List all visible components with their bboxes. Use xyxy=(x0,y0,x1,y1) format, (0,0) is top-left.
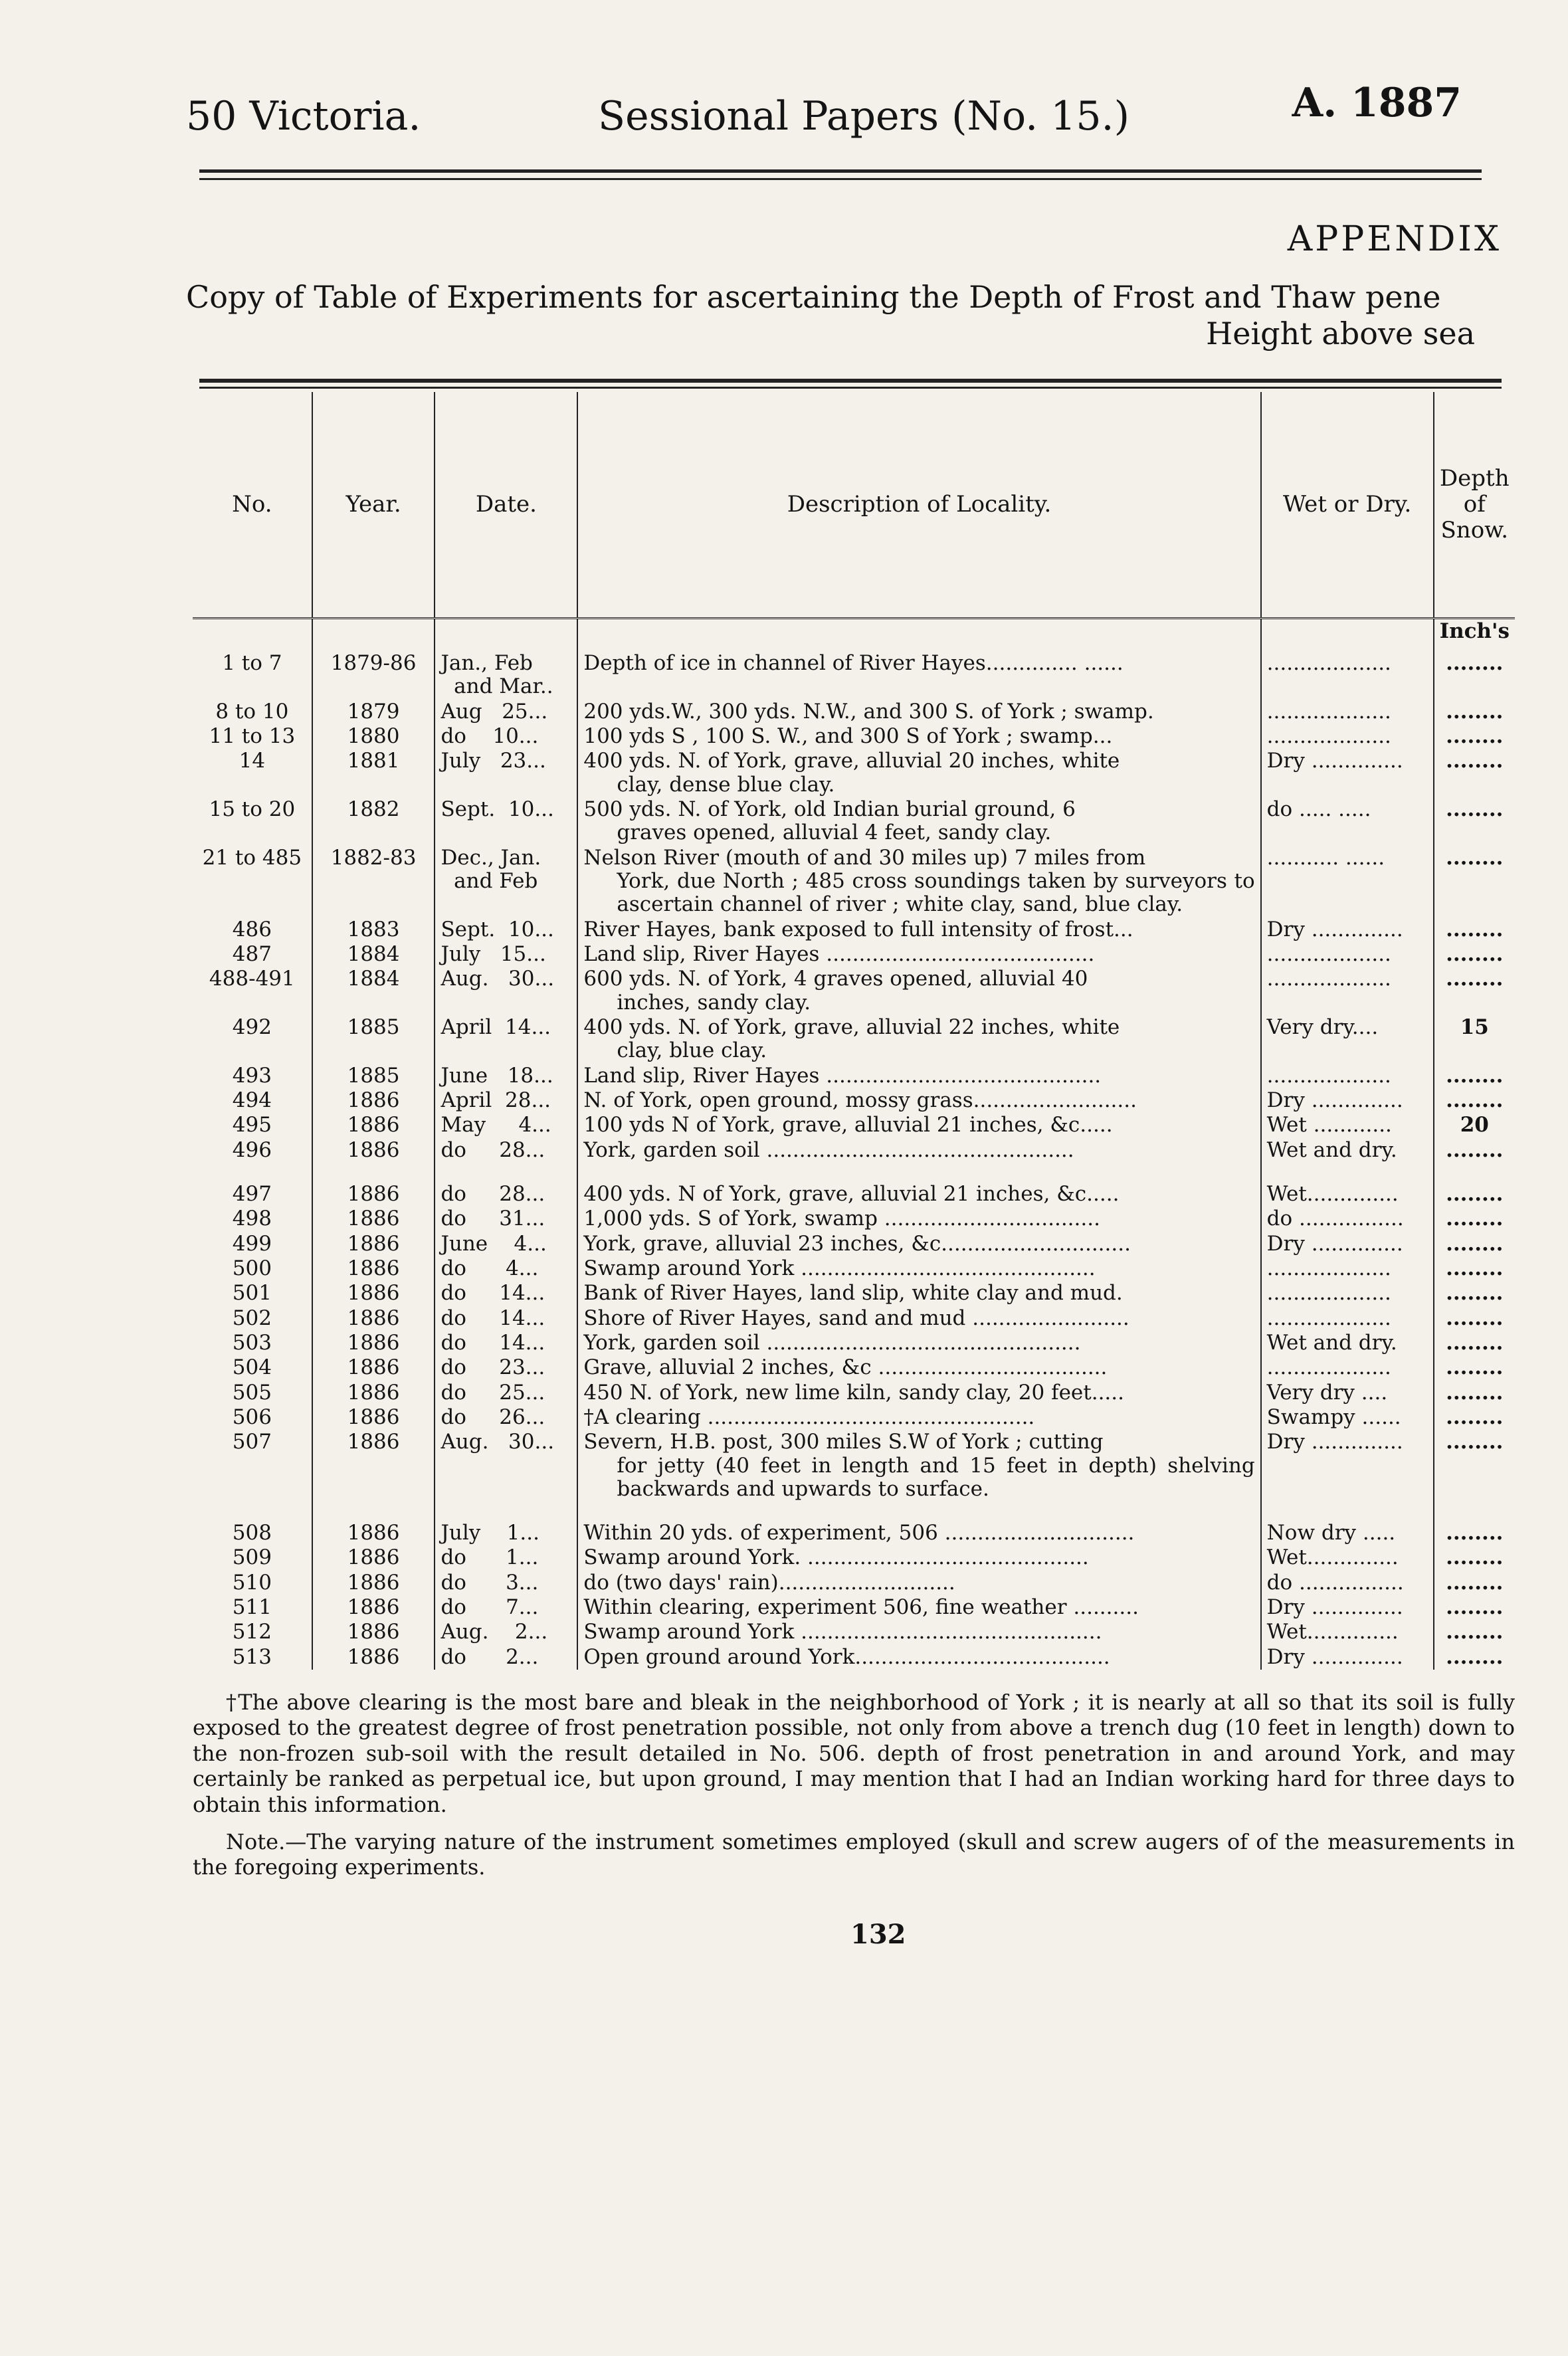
row-year: 1886 xyxy=(312,1571,435,1595)
units-cell xyxy=(435,618,577,651)
row-description xyxy=(577,1620,1260,1644)
row-number: 502 xyxy=(232,1306,272,1330)
row-depth-of-snow: ........ xyxy=(1434,846,1515,918)
row-description-continuation: clay, blue clay. xyxy=(617,1038,767,1063)
row-year: 1886 xyxy=(312,1232,435,1256)
row-wet-or-dry: Wet.............. xyxy=(1261,1620,1434,1644)
row-number: 14 xyxy=(239,749,266,773)
row-description xyxy=(577,651,1260,700)
row-date: Aug. 2... xyxy=(435,1620,577,1644)
row-description xyxy=(577,1088,1260,1113)
row-date: do 14... xyxy=(435,1306,577,1331)
row-number: 508 xyxy=(232,1521,272,1545)
row-depth-of-snow: ........ xyxy=(1434,1595,1515,1620)
row-number: 503 xyxy=(232,1330,272,1355)
row-description-text: Swamp around York .............................................. xyxy=(583,1620,1102,1644)
row-description-text: 450 N. of York, new lime kiln, sandy clay, 20 feet..... xyxy=(583,1380,1124,1405)
row-number: 497 xyxy=(232,1181,272,1206)
table-row xyxy=(193,1405,1515,1430)
row-date: Aug 25... xyxy=(435,700,577,724)
row-date: do 14... xyxy=(435,1331,577,1355)
row-wet-or-dry: ................... xyxy=(1261,700,1434,724)
table-row xyxy=(193,1545,1515,1570)
row-wet-or-dry: ................... xyxy=(1261,724,1434,749)
row-description-text: 100 yds N of York, grave, alluvial 21 inches, &c..... xyxy=(583,1113,1113,1137)
row-number: 500 xyxy=(232,1256,272,1280)
row-year: 1884 xyxy=(312,967,435,1015)
table-row xyxy=(193,1645,1515,1670)
row-depth-of-snow: 15 xyxy=(1434,1015,1515,1064)
table-row xyxy=(193,797,1515,846)
row-description-text: †A clearing .................................................. xyxy=(583,1405,1035,1429)
row-description-text: do (two days' rain)........................... xyxy=(583,1570,955,1595)
column-header-date: Date. xyxy=(435,392,577,618)
row-year: 1886 xyxy=(312,1620,435,1644)
row-wet-or-dry: Dry .............. xyxy=(1261,749,1434,797)
table-row xyxy=(193,1331,1515,1355)
row-number: 504 xyxy=(232,1355,272,1380)
row-description-text: Depth of ice in channel of River Hayes.............. ...... xyxy=(583,651,1124,675)
row-number: 509 xyxy=(232,1545,272,1570)
units-cell xyxy=(193,618,312,651)
table-header-row xyxy=(193,392,1515,618)
row-depth-of-snow: ........ xyxy=(1434,1502,1515,1545)
row-year: 1886 xyxy=(312,1545,435,1570)
row-year: 1886 xyxy=(312,1088,435,1113)
row-date: do 7... xyxy=(435,1595,577,1620)
table-row xyxy=(193,1207,1515,1231)
row-description-text: Open ground around York....................................... xyxy=(583,1644,1110,1669)
footnotes xyxy=(193,1690,1515,1892)
row-date: do 14... xyxy=(435,1281,577,1306)
table-row xyxy=(193,1502,1515,1545)
row-depth-of-snow: ........ xyxy=(1434,1088,1515,1113)
row-description xyxy=(577,1645,1260,1670)
column-header-description: Description of Locality. xyxy=(577,392,1260,618)
row-number: 494 xyxy=(232,1088,272,1112)
row-wet-or-dry: Dry .............. xyxy=(1261,1232,1434,1256)
row-date: May 4... xyxy=(435,1113,577,1137)
row-wet-or-dry: Wet.............. xyxy=(1261,1163,1434,1207)
row-year: 1886 xyxy=(312,1138,435,1163)
row-depth-of-snow: ........ xyxy=(1434,1207,1515,1231)
row-description xyxy=(577,1405,1260,1430)
row-number: 15 to 20 xyxy=(209,797,296,821)
row-number: 510 xyxy=(232,1570,272,1595)
row-wet-or-dry: ................... xyxy=(1261,1256,1434,1281)
title-rule xyxy=(199,379,1502,383)
row-description-text: Land slip, River Hayes .......................................... xyxy=(583,1063,1102,1088)
row-number: 512 xyxy=(232,1620,272,1644)
row-year: 1886 xyxy=(312,1502,435,1545)
row-number: 498 xyxy=(232,1207,272,1231)
row-description-text: N. of York, open ground, mossy grass......................... xyxy=(583,1088,1137,1112)
table-row xyxy=(193,1015,1515,1064)
table-row xyxy=(193,700,1515,724)
row-depth-of-snow: ........ xyxy=(1434,1064,1515,1088)
table-row xyxy=(193,1256,1515,1281)
row-number: 496 xyxy=(232,1137,272,1162)
table-row xyxy=(193,1306,1515,1331)
row-description xyxy=(577,1207,1260,1231)
row-number: 486 xyxy=(232,917,272,941)
row-description xyxy=(577,1545,1260,1570)
row-description-continuation: inches, sandy clay. xyxy=(617,990,811,1015)
row-date: do 10... xyxy=(435,724,577,749)
row-date: do 28... xyxy=(435,1163,577,1207)
row-wet-or-dry: Very dry.... xyxy=(1261,1015,1434,1064)
row-depth-of-snow: ........ xyxy=(1434,1281,1515,1306)
row-year: 1886 xyxy=(312,1163,435,1207)
row-date: do 2... xyxy=(435,1645,577,1670)
row-number: 501 xyxy=(232,1281,272,1306)
row-description-text: 500 yds. N. of York, old Indian burial ground, 6 xyxy=(583,797,1076,821)
table-row xyxy=(193,651,1515,700)
row-wet-or-dry: Dry .............. xyxy=(1261,1088,1434,1113)
footnote-note: Note.—The varying nature of the instrument sometimes employed (skull and screw augers of of the measurements in the foregoing experiments. xyxy=(193,1828,1515,1880)
row-depth-of-snow: ........ xyxy=(1434,918,1515,942)
row-year: 1886 xyxy=(312,1645,435,1670)
units-cell xyxy=(312,618,435,651)
row-description-continuation: graves opened, alluvial 4 feet, sandy clay. xyxy=(617,821,1052,845)
table-row xyxy=(193,1355,1515,1380)
row-description xyxy=(577,700,1260,724)
row-date: July 15... xyxy=(435,942,577,967)
row-wet-or-dry: ................... xyxy=(1261,1281,1434,1306)
table-row xyxy=(193,1088,1515,1113)
row-description-text: Land slip, River Hayes ......................................... xyxy=(583,941,1095,966)
row-description-text: 100 yds S , 100 S. W., and 300 S of York ; swamp... xyxy=(583,724,1113,748)
footnote-clearing: †The above clearing is the most bare and bleak in the neighborhood of York ; it is nearly at all so that its soil is fully exposed to the greatest degree of frost penetration possible, not only from above a trench dug (10 feet in length) down to the non-frozen sub-soil with the result detailed in No. 506. depth of frost penetration in and around York, and may certainly be ranked as perpetual ice, but upon ground, I may mention that I had an Indian working hard for three days to obtain this information. xyxy=(193,1690,1515,1817)
header-session: 50 Victoria. xyxy=(186,93,421,140)
row-depth-of-snow: ........ xyxy=(1434,1381,1515,1405)
row-year: 1879-86 xyxy=(312,651,435,700)
table-row xyxy=(193,1232,1515,1256)
row-description xyxy=(577,1595,1260,1620)
row-depth-of-snow: ........ xyxy=(1434,724,1515,749)
column-header-depth-of-snow: Depth of Snow. xyxy=(1434,392,1515,618)
experiments-table xyxy=(193,392,1515,1670)
row-number: 1 to 7 xyxy=(222,651,282,675)
table-row xyxy=(193,918,1515,942)
row-depth-of-snow: ........ xyxy=(1434,1138,1515,1163)
row-number: 488-491 xyxy=(209,967,295,991)
row-year: 1886 xyxy=(312,1430,435,1502)
row-depth-of-snow: 20 xyxy=(1434,1113,1515,1137)
row-wet-or-dry: ................... xyxy=(1261,651,1434,700)
table-row xyxy=(193,1430,1515,1502)
row-description-text: Within clearing, experiment 506, fine weather .......... xyxy=(583,1595,1139,1620)
row-description xyxy=(577,1331,1260,1355)
row-description-continuation: clay, dense blue clay. xyxy=(617,772,835,797)
row-description-text: River Hayes, bank exposed to full intensity of frost... xyxy=(583,917,1133,941)
row-wet-or-dry: do ................ xyxy=(1261,1571,1434,1595)
table-row xyxy=(193,1138,1515,1163)
row-description-text: Within 20 yds. of experiment, 506 ............................. xyxy=(583,1521,1135,1545)
row-date: April 28... xyxy=(435,1088,577,1113)
table-row xyxy=(193,967,1515,1015)
row-description xyxy=(577,1113,1260,1137)
header-sessional-papers: Sessional Papers (No. 15.) xyxy=(598,93,1130,140)
column-header-no: No. xyxy=(193,392,312,618)
row-year: 1881 xyxy=(312,749,435,797)
row-wet-or-dry: ................... xyxy=(1261,1064,1434,1088)
row-date: July 1... xyxy=(435,1502,577,1545)
row-description-text: York, garden soil ................................................ xyxy=(583,1330,1081,1355)
row-description-text: 400 yds. N. of York, grave, alluvial 22 inches, white xyxy=(583,1015,1120,1039)
row-wet-or-dry: Wet.............. xyxy=(1261,1545,1434,1570)
row-date: Sept. 10... xyxy=(435,797,577,846)
row-depth-of-snow: ........ xyxy=(1434,1405,1515,1430)
row-year: 1880 xyxy=(312,724,435,749)
table-body xyxy=(193,618,1515,1670)
row-description xyxy=(577,967,1260,1015)
row-description xyxy=(577,1232,1260,1256)
row-description xyxy=(577,1355,1260,1380)
header-rule xyxy=(199,169,1482,173)
row-depth-of-snow: ........ xyxy=(1434,1545,1515,1570)
row-date: June 4... xyxy=(435,1232,577,1256)
row-description-text: Bank of River Hayes, land slip, white clay and mud. xyxy=(583,1281,1123,1306)
row-description-text: 1,000 yds. S of York, swamp ................................. xyxy=(583,1207,1100,1231)
table-title xyxy=(186,279,1488,352)
table-title-line2: Height above sea xyxy=(1206,316,1475,352)
row-wet-or-dry: Wet and dry. xyxy=(1261,1138,1434,1163)
row-description xyxy=(577,1381,1260,1405)
row-year: 1885 xyxy=(312,1064,435,1088)
row-description-text: York, garden soil ............................................... xyxy=(583,1137,1074,1162)
row-wet-or-dry: do ..... ..... xyxy=(1261,797,1434,846)
units-cell xyxy=(577,618,1260,651)
row-year: 1886 xyxy=(312,1381,435,1405)
row-date: do 23... xyxy=(435,1355,577,1380)
row-description xyxy=(577,1430,1260,1502)
row-year: 1886 xyxy=(312,1256,435,1281)
row-description-text: 600 yds. N. of York, 4 graves opened, alluvial 40 xyxy=(583,967,1088,991)
table-row xyxy=(193,724,1515,749)
row-description-text: Swamp around York. ........................................... xyxy=(583,1545,1089,1570)
row-description-text: 400 yds. N of York, grave, alluvial 21 inches, &c..... xyxy=(583,1181,1120,1206)
row-description-text: Nelson River (mouth of and 30 miles up) 7 miles from xyxy=(583,845,1146,870)
row-wet-or-dry: ........... ...... xyxy=(1261,846,1434,918)
table-row xyxy=(193,1571,1515,1595)
row-description xyxy=(577,1571,1260,1595)
row-depth-of-snow: ........ xyxy=(1434,1163,1515,1207)
row-year: 1885 xyxy=(312,1015,435,1064)
row-description xyxy=(577,1281,1260,1306)
row-description xyxy=(577,749,1260,797)
column-header-wet-or-dry: Wet or Dry. xyxy=(1261,392,1434,618)
row-date: June 18... xyxy=(435,1064,577,1088)
row-description xyxy=(577,797,1260,846)
row-date: Dec., Jan. and Feb xyxy=(435,846,577,918)
table-row xyxy=(193,1163,1515,1207)
row-description xyxy=(577,1502,1260,1545)
row-date: Aug. 30... xyxy=(435,967,577,1015)
table-row xyxy=(193,846,1515,918)
row-number: 513 xyxy=(232,1644,272,1669)
row-date: do 1... xyxy=(435,1545,577,1570)
appendix-label: APPENDIX xyxy=(1287,219,1502,259)
row-number: 511 xyxy=(232,1595,272,1620)
row-wet-or-dry: ................... xyxy=(1261,942,1434,967)
row-year: 1883 xyxy=(312,918,435,942)
row-date: do 31... xyxy=(435,1207,577,1231)
row-depth-of-snow: ........ xyxy=(1434,1256,1515,1281)
row-depth-of-snow: ........ xyxy=(1434,651,1515,700)
row-date: do 26... xyxy=(435,1405,577,1430)
row-number: 487 xyxy=(232,941,272,966)
row-date: do 3... xyxy=(435,1571,577,1595)
row-description xyxy=(577,1256,1260,1281)
row-description xyxy=(577,1064,1260,1088)
table-row xyxy=(193,1381,1515,1405)
row-date: Aug. 30... xyxy=(435,1430,577,1502)
row-description xyxy=(577,724,1260,749)
row-number: 506 xyxy=(232,1405,272,1429)
row-year: 1879 xyxy=(312,700,435,724)
table-row xyxy=(193,1113,1515,1137)
row-depth-of-snow: ........ xyxy=(1434,749,1515,797)
row-year: 1886 xyxy=(312,1355,435,1380)
row-depth-of-snow: ........ xyxy=(1434,942,1515,967)
row-wet-or-dry: ................... xyxy=(1261,1306,1434,1331)
row-wet-or-dry: Dry .............. xyxy=(1261,1430,1434,1502)
row-number: 11 to 13 xyxy=(209,724,296,748)
row-description xyxy=(577,1163,1260,1207)
header-rule-thin xyxy=(199,178,1482,180)
table-row xyxy=(193,749,1515,797)
row-description-text: 200 yds.W., 300 yds. N.W., and 300 S. of York ; swamp. xyxy=(583,699,1154,724)
row-description-text: Shore of River Hayes, sand and mud ........................ xyxy=(583,1306,1129,1330)
table-row xyxy=(193,1064,1515,1088)
row-number: 492 xyxy=(232,1015,272,1039)
row-description-text: York, grave, alluvial 23 inches, &c............................. xyxy=(583,1231,1131,1256)
row-number: 507 xyxy=(232,1430,272,1454)
row-depth-of-snow: ........ xyxy=(1434,1620,1515,1644)
row-depth-of-snow: ........ xyxy=(1434,967,1515,1015)
row-number: 495 xyxy=(232,1113,272,1137)
table-row xyxy=(193,942,1515,967)
title-rule-thin xyxy=(199,387,1502,389)
units-cell xyxy=(1261,618,1434,651)
page-number: 132 xyxy=(850,1919,906,1950)
row-depth-of-snow: ........ xyxy=(1434,797,1515,846)
row-number: 505 xyxy=(232,1380,272,1405)
row-depth-of-snow: ........ xyxy=(1434,1306,1515,1331)
row-description xyxy=(577,846,1260,918)
row-number: 21 to 485 xyxy=(202,845,302,870)
row-depth-of-snow: ........ xyxy=(1434,1430,1515,1502)
row-year: 1886 xyxy=(312,1405,435,1430)
row-description-continuation: York, due North ; 485 cross soundings taken by surveyors to ascertain channel of river ; white clay, sand, blue clay. xyxy=(617,868,1255,917)
row-depth-of-snow: ........ xyxy=(1434,1645,1515,1670)
row-depth-of-snow: ........ xyxy=(1434,1571,1515,1595)
row-description-continuation: for jetty (40 feet in length and 15 feet in depth) shelving backwards and upwards to surface. xyxy=(617,1453,1255,1501)
row-description-text: Grave, alluvial 2 inches, &c ................................... xyxy=(583,1355,1108,1380)
row-wet-or-dry: do ................ xyxy=(1261,1207,1434,1231)
row-description xyxy=(577,1306,1260,1331)
row-number: 8 to 10 xyxy=(215,699,289,724)
row-depth-of-snow: ........ xyxy=(1434,1355,1515,1380)
row-year: 1882-83 xyxy=(312,846,435,918)
row-date: July 23... xyxy=(435,749,577,797)
row-description-text: 400 yds. N. of York, grave, alluvial 20 inches, white xyxy=(583,749,1120,773)
row-year: 1886 xyxy=(312,1281,435,1306)
row-year: 1886 xyxy=(312,1113,435,1137)
row-description xyxy=(577,1015,1260,1064)
column-header-year: Year. xyxy=(312,392,435,618)
row-wet-or-dry: Dry .............. xyxy=(1261,1645,1434,1670)
row-date: do 4... xyxy=(435,1256,577,1281)
row-depth-of-snow: ........ xyxy=(1434,1331,1515,1355)
row-number: 499 xyxy=(232,1231,272,1256)
row-date: April 14... xyxy=(435,1015,577,1064)
row-wet-or-dry: Very dry .... xyxy=(1261,1381,1434,1405)
row-wet-or-dry: Now dry ..... xyxy=(1261,1502,1434,1545)
row-depth-of-snow: ........ xyxy=(1434,1232,1515,1256)
row-year: 1886 xyxy=(312,1331,435,1355)
table-row xyxy=(193,1620,1515,1644)
table-row xyxy=(193,1595,1515,1620)
row-depth-of-snow: ........ xyxy=(1434,700,1515,724)
row-description-text: Severn, H.B. post, 300 miles S.W of York ; cutting xyxy=(583,1430,1104,1454)
units-row xyxy=(193,618,1515,651)
row-date: do 28... xyxy=(435,1138,577,1163)
row-wet-or-dry: ................... xyxy=(1261,967,1434,1015)
header-year: A. 1887 xyxy=(1292,80,1462,126)
row-year: 1884 xyxy=(312,942,435,967)
row-number: 493 xyxy=(232,1063,272,1088)
table-title-line1: Copy of Table of Experiments for ascertaining the Depth of Frost and Thaw pene xyxy=(186,279,1441,315)
row-year: 1882 xyxy=(312,797,435,846)
row-description xyxy=(577,918,1260,942)
table-row xyxy=(193,1281,1515,1306)
row-year: 1886 xyxy=(312,1306,435,1331)
row-date: do 25... xyxy=(435,1381,577,1405)
page-header xyxy=(186,80,1462,153)
row-wet-or-dry: Wet and dry. xyxy=(1261,1331,1434,1355)
row-description xyxy=(577,1138,1260,1163)
row-wet-or-dry: Wet ............ xyxy=(1261,1113,1434,1137)
row-year: 1886 xyxy=(312,1595,435,1620)
row-date: Sept. 10... xyxy=(435,918,577,942)
row-date: Jan., Feb and Mar.. xyxy=(435,651,577,700)
row-wet-or-dry: Dry .............. xyxy=(1261,918,1434,942)
row-description-text: Swamp around York ............................................. xyxy=(583,1256,1096,1280)
row-wet-or-dry: Swampy ...... xyxy=(1261,1405,1434,1430)
snow-unit: Inch's xyxy=(1434,618,1515,651)
row-wet-or-dry: ................... xyxy=(1261,1355,1434,1380)
row-description xyxy=(577,942,1260,967)
row-year: 1886 xyxy=(312,1207,435,1231)
row-wet-or-dry: Dry .............. xyxy=(1261,1595,1434,1620)
